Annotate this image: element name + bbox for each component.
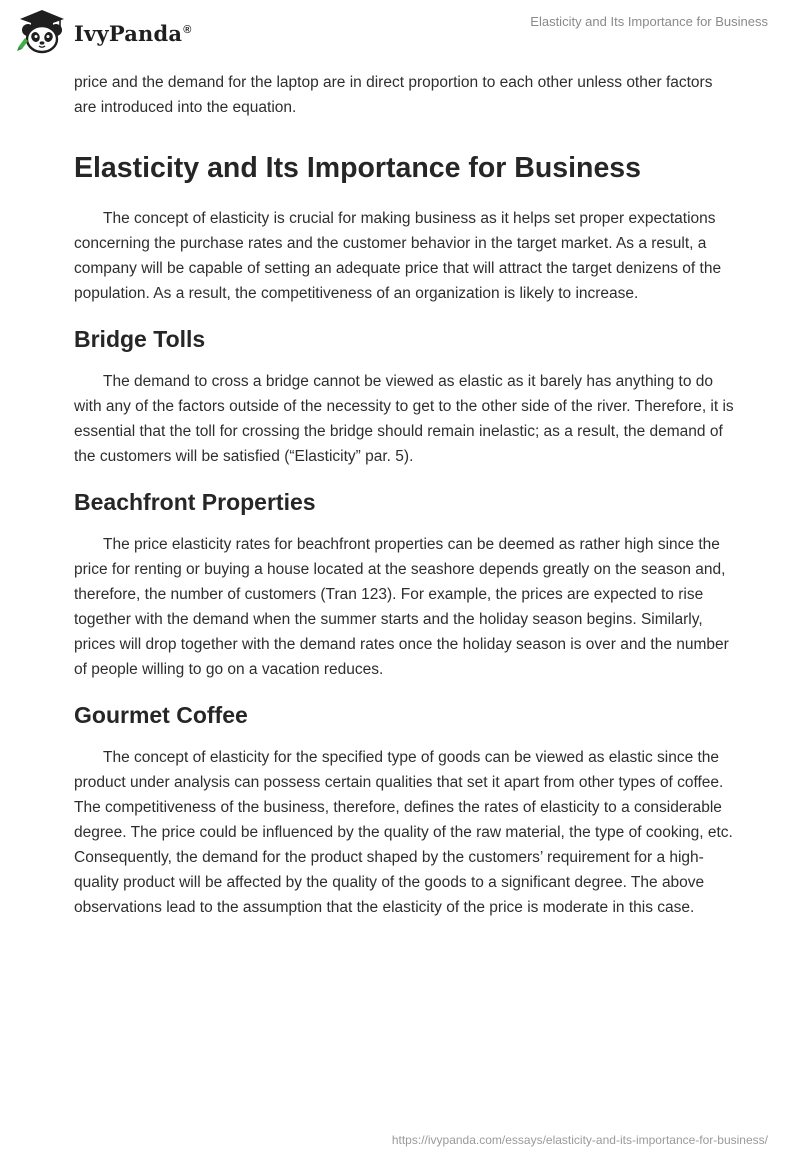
source-url-footer[interactable]: https://ivypanda.com/essays/elasticity-and-its-importance-for-business/ [391, 1133, 768, 1147]
paragraph-beachfront-properties: The price elasticity rates for beachfront properties can be deemed as rather high since the price for renting or buying a house located at the seashore depends greatly on the season and, therefore, the number of customers (Tran 123). For example, the prices are expected to rise together with the demand when the summer starts and the holiday season begins. Similarly, prices will drop together with the demand rates once the holiday season is over and the number of people willing to go on a vacation reduces. [74, 536, 729, 678]
paragraph-elasticity: The concept of elasticity is crucial for making business as it helps set proper expectations concerning the purchase rates and the customer behavior in the target market. As a result, a company will be capable of setting an adequate price that will attract the target denizens of the population. As a result, the competitiveness of an organization is likely to increase. [74, 210, 722, 302]
section-heading-beachfront-properties: Beachfront Properties [74, 489, 316, 515]
essay-body [74, 70, 734, 920]
paragraph-gourmet-coffee: The concept of elasticity for the specified type of goods can be viewed as elastic since the product under analysis can possess certain qualities that set it apart from other types of coffee. The competitiveness of the business, therefore, defines the rates of elasticity to a considerable degree. The price could be influenced by the quality of the raw material, the type of cooking, etc. Consequently, the demand for the product shaped by the customers’ requirement for a high-quality product will be affected by the quality of the goods to a significant degree. The above observations lead to the assumption that the elasticity of the price is moderate in this case. [74, 749, 733, 916]
ivypanda-logo[interactable] [16, 8, 192, 56]
section-heading-elasticity: Elasticity and Its Importance for Business [74, 152, 641, 184]
section-heading-gourmet-coffee: Gourmet Coffee [74, 702, 248, 728]
paragraph-bridge-tolls: The demand to cross a bridge cannot be viewed as elastic as it barely has anything to do with any of the factors outside of the necessity to get to the other side of the river. Therefore, it is essential that the toll for crossing the bridge should remain inelastic; as a result, the demand of the customers will be satisfied (“Elasticity” par. 5). [74, 373, 734, 465]
intro-continuation-paragraph: price and the demand for the laptop are in direct proportion to each other unless other factors are introduced into the equation. [74, 74, 713, 116]
page-header [0, 0, 800, 64]
section-heading-bridge-tolls: Bridge Tolls [74, 326, 206, 352]
logo-text: IvyPanda® [74, 20, 192, 46]
panda-graduate-icon [16, 8, 68, 56]
document-title-header: Elasticity and Its Importance for Business [530, 14, 768, 29]
